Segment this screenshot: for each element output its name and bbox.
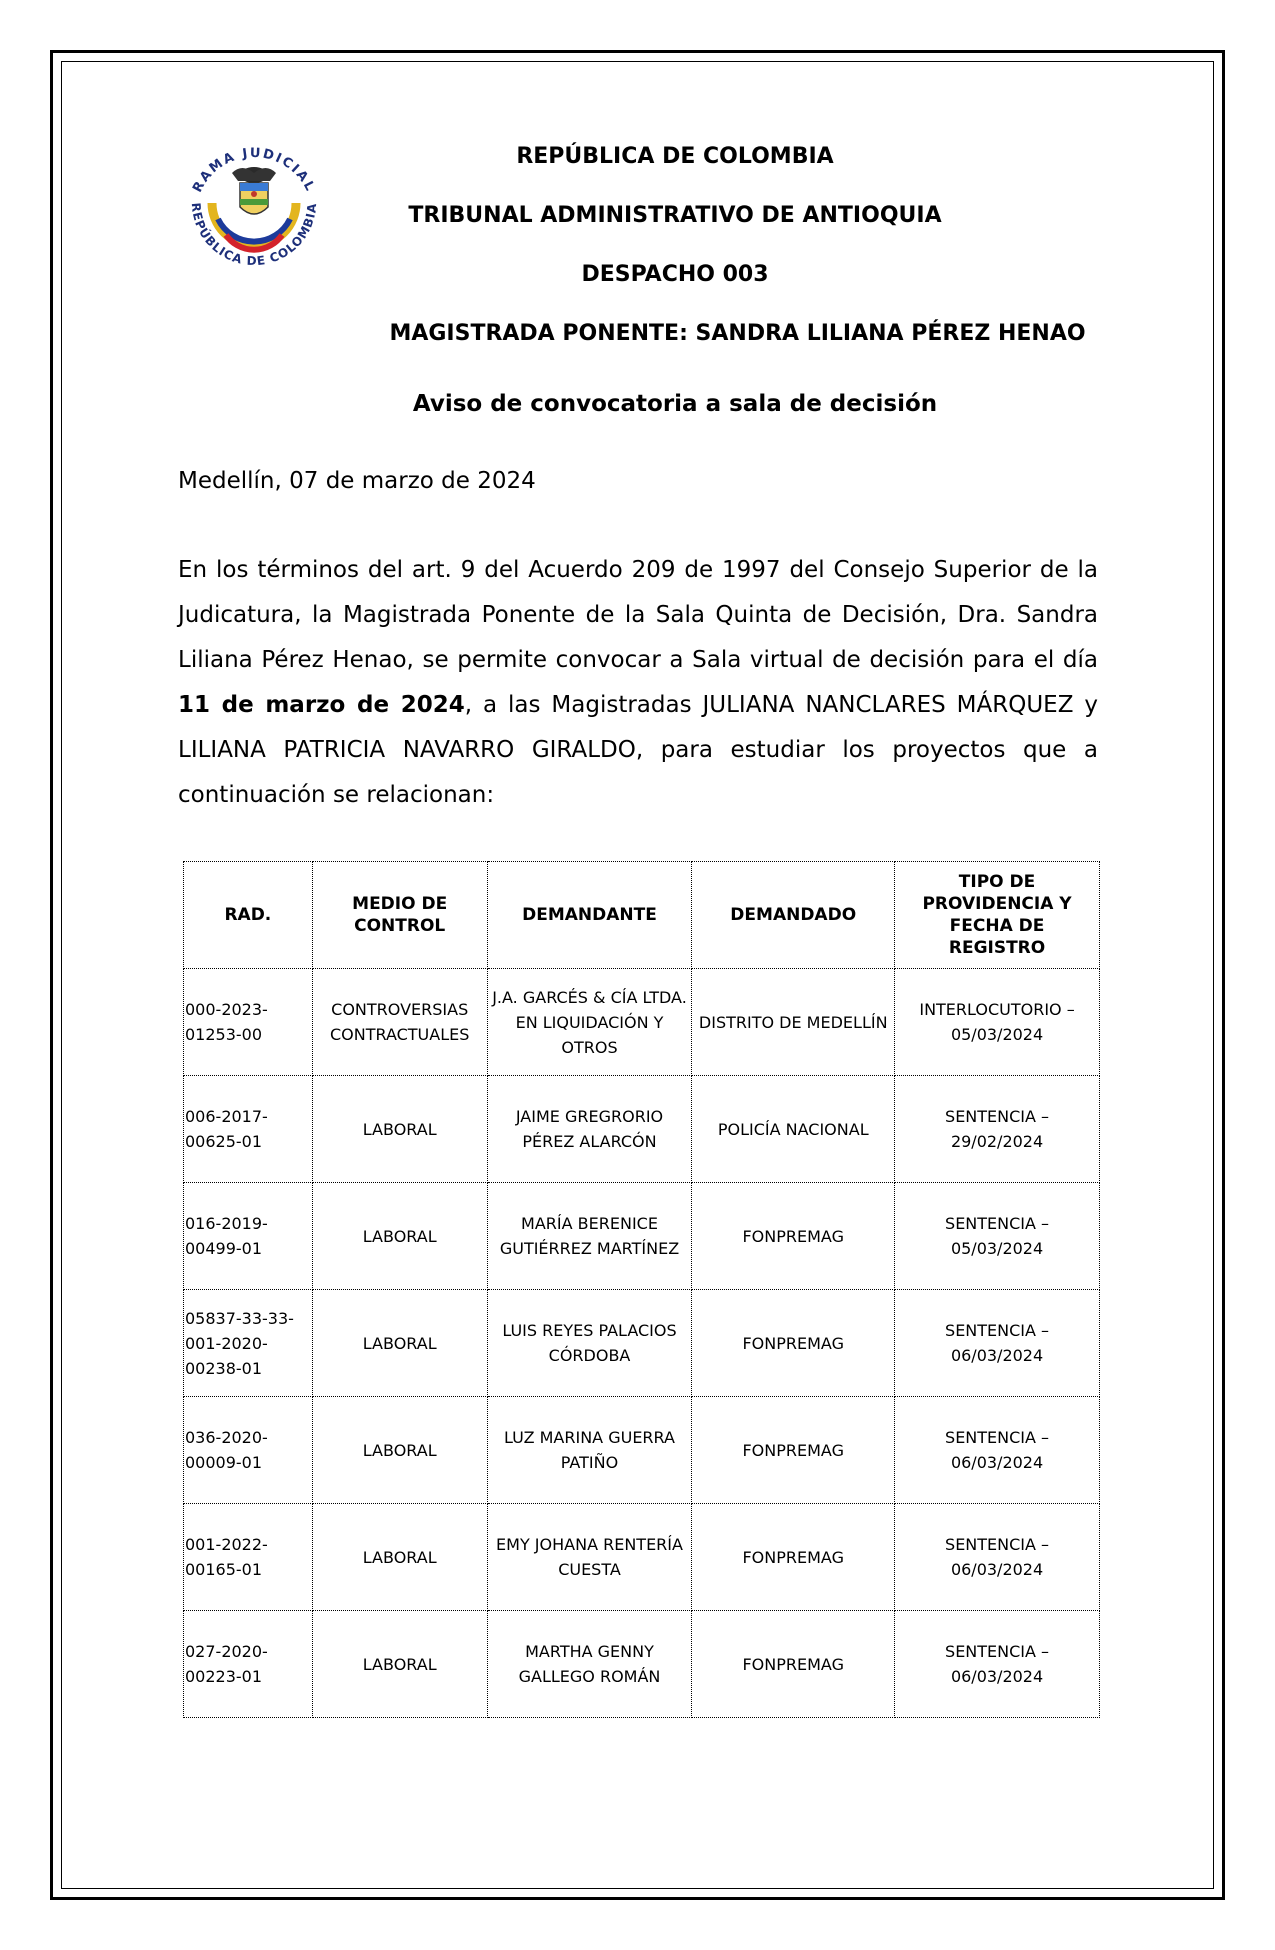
cell-tipo: SENTENCIA – 06/03/2024 xyxy=(895,1397,1100,1504)
cell-demandado: POLICÍA NACIONAL xyxy=(692,1076,895,1183)
cell-demandante: LUZ MARINA GUERRA PATIÑO xyxy=(487,1397,692,1504)
cell-medio: LABORAL xyxy=(312,1611,487,1718)
col-header-medio: MEDIO DE CONTROL xyxy=(312,862,487,969)
cell-tipo: SENTENCIA – 06/03/2024 xyxy=(895,1504,1100,1611)
cell-demandado: FONPREMAG xyxy=(692,1611,895,1718)
table-header-row xyxy=(184,862,1100,969)
cell-demandante: MARÍA BERENICE GUTIÉRREZ MARTÍNEZ xyxy=(487,1183,692,1290)
cell-demandado: FONPREMAG xyxy=(692,1504,895,1611)
paragraph-text-2: , a las Magistradas JULIANA NANCLARES MÁRQUEZ y LILIANA PATRICIA NAVARRO GIRALDO, para estudiar los proyectos que a continuación se relacionan: xyxy=(178,692,1098,808)
cell-rad: 016-2019-00499-01 xyxy=(184,1183,313,1290)
col-header-demandante: DEMANDANTE xyxy=(487,862,692,969)
cell-rad: 036-2020-00009-01 xyxy=(184,1397,313,1504)
header-despacho: DESPACHO 003 xyxy=(581,262,769,287)
cell-rad: 000-2023-01253-00 xyxy=(184,969,313,1076)
table-row xyxy=(184,1504,1100,1611)
col-header-tipo: TIPO DE PROVIDENCIA Y FECHA DE REGISTRO xyxy=(895,862,1100,969)
logo-top-text: RAMA JUDICIAL xyxy=(190,145,318,196)
cell-tipo: SENTENCIA – 06/03/2024 xyxy=(895,1611,1100,1718)
cell-rad: 006-2017-00625-01 xyxy=(184,1076,313,1183)
cell-medio: LABORAL xyxy=(312,1397,487,1504)
paragraph-text-1: En los términos del art. 9 del Acuerdo 209 de 1997 del Consejo Superior de la Judicatura, la Magistrada Ponente de la Sala Quinta de Decisión, Dra. Sandra Liliana Pérez Henao, se permite convocar a Sala virtual de decisión para el día xyxy=(178,557,1098,673)
cell-medio: CONTROVERSIAS CONTRACTUALES xyxy=(312,969,487,1076)
cell-rad: 001-2022-00165-01 xyxy=(184,1504,313,1611)
notice-title: Aviso de convocatoria a sala de decisión xyxy=(412,391,938,417)
table-row xyxy=(184,1076,1100,1183)
cell-rad: 05837-33-33-001-2020-00238-01 xyxy=(184,1290,313,1397)
cell-tipo: SENTENCIA – 05/03/2024 xyxy=(895,1183,1100,1290)
table-row xyxy=(184,1397,1100,1504)
cell-rad: 027-2020-00223-01 xyxy=(184,1611,313,1718)
cell-tipo: SENTENCIA – 06/03/2024 xyxy=(895,1290,1100,1397)
cell-demandante: MARTHA GENNY GALLEGO ROMÁN xyxy=(487,1611,692,1718)
table-row xyxy=(184,969,1100,1076)
cell-medio: LABORAL xyxy=(312,1183,487,1290)
cell-medio: LABORAL xyxy=(312,1504,487,1611)
table-row xyxy=(184,1290,1100,1397)
date-line: Medellín, 07 de marzo de 2024 xyxy=(178,468,536,494)
cell-medio: LABORAL xyxy=(312,1076,487,1183)
col-header-rad: RAD. xyxy=(184,862,313,969)
cell-tipo: SENTENCIA – 29/02/2024 xyxy=(895,1076,1100,1183)
cell-demandado: FONPREMAG xyxy=(692,1183,895,1290)
header-magistrada: MAGISTRADA PONENTE: SANDRA LILIANA PÉREZ HENAO xyxy=(389,321,1086,346)
cell-demandado: FONPREMAG xyxy=(692,1290,895,1397)
cell-demandante: JAIME GREGRORIO PÉREZ ALARCÓN xyxy=(487,1076,692,1183)
cell-tipo: INTERLOCUTORIO – 05/03/2024 xyxy=(895,969,1100,1076)
cell-demandante: LUIS REYES PALACIOS CÓRDOBA xyxy=(487,1290,692,1397)
table-row xyxy=(184,1611,1100,1718)
cell-demandado: DISTRITO DE MEDELLÍN xyxy=(692,969,895,1076)
cell-medio: LABORAL xyxy=(312,1290,487,1397)
projects-table xyxy=(183,861,1100,1718)
table-row xyxy=(184,1183,1100,1290)
header-country: REPÚBLICA DE COLOMBIA xyxy=(516,144,834,169)
logo-bottom-text: REPÚBLICA DE COLOMBIA xyxy=(188,202,320,269)
header-tribunal: TRIBUNAL ADMINISTRATIVO DE ANTIOQUIA xyxy=(408,203,942,228)
cell-demandante: EMY JOHANA RENTERÍA CUESTA xyxy=(487,1504,692,1611)
cell-demandado: FONPREMAG xyxy=(692,1397,895,1504)
col-header-demandado: DEMANDADO xyxy=(692,862,895,969)
cell-demandante: J.A. GARCÉS & CÍA LTDA. EN LIQUIDACIÓN Y OTROS xyxy=(487,969,692,1076)
body-paragraph xyxy=(178,548,1098,818)
paragraph-bold-date: 11 de marzo de 2024 xyxy=(178,692,465,718)
